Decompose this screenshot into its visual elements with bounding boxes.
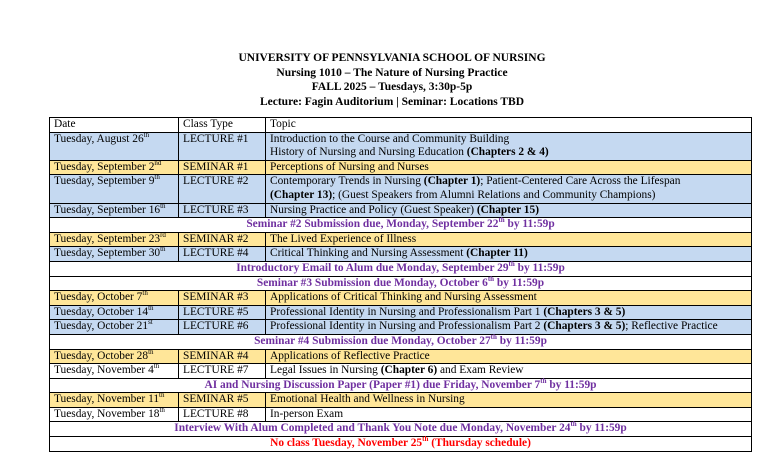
topic-text: History of Nursing and Nursing Education [270, 146, 467, 159]
class-type-cell: LECTURE #7 [179, 364, 266, 379]
table-row [50, 232, 752, 247]
table-row [50, 203, 752, 218]
chapter-reference: (Chapters 2 & 4) [466, 146, 549, 159]
date-cell: Tuesday, September 16th [50, 203, 179, 218]
topic-text: Professional Identity in Nursing and Professionalism Part 1 [270, 305, 544, 318]
date-cell: Tuesday, September 2nd [50, 160, 179, 175]
chapter-reference: (Chapter 15) [476, 203, 539, 216]
table-row [50, 132, 752, 160]
document-header [0, 0, 784, 109]
table-row [50, 407, 752, 422]
topic-text: Applications of Reflective Practice [270, 349, 430, 362]
ordinal-suffix: th [570, 420, 577, 429]
topic-line [270, 146, 751, 160]
ordinal-suffix: th [159, 406, 165, 415]
location-line: Lecture: Fagin Auditorium | Seminar: Locations TBD [259, 95, 525, 108]
date-cell: Tuesday, September 30th [50, 247, 179, 262]
ordinal-suffix: th [159, 391, 165, 400]
ordinal-suffix: th [154, 173, 160, 182]
class-type-cell: SEMINAR #2 [179, 232, 266, 247]
announcement-row [50, 378, 752, 393]
topic-cell [266, 291, 752, 306]
topic-line [270, 320, 751, 334]
ordinal-suffix: th [148, 347, 154, 356]
table-row [50, 320, 752, 335]
ordinal-suffix: th [143, 130, 150, 139]
course-title: Nursing 1010 – The Nature of Nursing Practice [276, 66, 508, 79]
announcement-text: Seminar #2 Submission due, Monday, September 22th by 11:59p [50, 218, 752, 233]
class-type-cell: LECTURE #5 [179, 305, 266, 320]
ordinal-suffix: th [487, 274, 495, 283]
topic-text: Perceptions of Nursing and Nurses [270, 160, 429, 173]
topic-cell [266, 175, 752, 203]
topic-cell [266, 305, 752, 320]
ordinal-suffix: th [508, 260, 515, 269]
topic-line [270, 133, 751, 147]
date-cell: Tuesday, August 26th [50, 132, 179, 160]
topic-line [270, 393, 751, 407]
column-header-topic: Topic [266, 118, 752, 133]
table-row [50, 364, 752, 379]
topic-line [270, 350, 751, 364]
announcement-text: Interview With Alum Completed and Thank You Note due Monday, November 24th by 11:59p [50, 422, 752, 437]
class-type-cell: SEMINAR #5 [179, 393, 266, 408]
topic-cell [266, 407, 752, 422]
date-cell: Tuesday, October 7th [50, 291, 179, 306]
announcement-row [50, 261, 752, 276]
schedule-body [50, 132, 752, 451]
topic-text: and Exam Review [437, 364, 524, 377]
column-header-class-type: Class Type [179, 118, 266, 133]
announcement-text: Seminar #4 Submission due Monday, October 27th by 11:59p [50, 334, 752, 349]
class-type-cell: LECTURE #6 [179, 320, 266, 335]
announcement-text: Seminar #3 Submission due Monday, October 6th by 11:59p [50, 276, 752, 291]
ordinal-suffix: nd [154, 158, 162, 167]
date-cell: Tuesday, September 9th [50, 175, 179, 203]
topic-cell [266, 132, 752, 160]
chapter-reference: (Chapters 3 & 5) [543, 305, 626, 318]
class-type-cell: LECTURE #1 [179, 132, 266, 160]
ordinal-suffix: th [498, 216, 505, 225]
topic-line [270, 408, 751, 422]
class-type-cell: SEMINAR #3 [179, 291, 266, 306]
announcement-text: AI and Nursing Discussion Paper (Paper #1) due Friday, November 7th by 11:59p [50, 378, 752, 393]
topic-text: Emotional Health and Wellness in Nursing [270, 393, 465, 406]
announcement-row [50, 276, 752, 291]
date-cell: Tuesday, October 28th [50, 349, 179, 364]
ordinal-suffix: th [490, 333, 497, 342]
topic-line [270, 233, 751, 247]
topic-line [270, 161, 751, 175]
class-type-cell: LECTURE #4 [179, 247, 266, 262]
topic-cell [266, 160, 752, 175]
topic-text: ; Reflective Practice [625, 320, 718, 333]
topic-line [270, 306, 751, 320]
ordinal-suffix: th [422, 435, 429, 444]
topic-line [270, 175, 751, 189]
topic-cell [266, 349, 752, 364]
schedule-table [49, 117, 752, 452]
topic-text: Introduction to the Course and Community Building [270, 132, 510, 145]
ordinal-suffix: th [148, 303, 154, 312]
school-title: UNIVERSITY OF PENNSYLVANIA SCHOOL OF NURSING [238, 52, 546, 64]
table-header-row [50, 118, 752, 133]
ordinal-suffix: rd [160, 230, 166, 239]
class-type-cell: LECTURE #8 [179, 407, 266, 422]
topic-text: Contemporary Trends in Nursing [270, 175, 424, 188]
topic-text: Professional Identity in Nursing and Professionalism Part 2 [270, 320, 544, 333]
topic-text: ; (Guest Speakers from Alumni Relations and Community Champions) [332, 188, 656, 201]
announcement-row [50, 422, 752, 437]
column-header-date: Date [50, 118, 179, 133]
topic-text: Nursing Practice and Policy (Guest Speaker) [270, 203, 477, 216]
chapter-reference: (Chapter 13) [270, 188, 333, 201]
topic-text: Legal Issues in Nursing [270, 364, 381, 377]
chapter-reference: (Chapters 3 & 5) [543, 320, 626, 333]
chapter-reference: (Chapter 6) [380, 364, 438, 377]
class-type-cell: SEMINAR #4 [179, 349, 266, 364]
announcement-row [50, 334, 752, 349]
ordinal-suffix: st [148, 318, 153, 327]
ordinal-suffix: th [160, 201, 166, 210]
topic-text: In-person Exam [270, 407, 344, 420]
date-cell: Tuesday, November 4th [50, 364, 179, 379]
topic-cell [266, 393, 752, 408]
announcement-text: Introductory Email to Alum due Monday, September 29th by 11:59p [50, 261, 752, 276]
topic-text: Critical Thinking and Nursing Assessment [270, 247, 467, 260]
topic-text: ; Patient-Centered Care Across the Lifespan [480, 175, 681, 188]
topic-line [270, 291, 751, 305]
table-row [50, 305, 752, 320]
topic-cell [266, 232, 752, 247]
ordinal-suffix: th [142, 289, 148, 298]
topic-cell [266, 320, 752, 335]
announcement-text: No class Tuesday, November 25th (Thursday schedule) [50, 437, 752, 452]
table-row [50, 247, 752, 262]
table-row [50, 393, 752, 408]
term-schedule: FALL 2025 – Tuesdays, 3:30p-5p [311, 81, 473, 93]
date-cell: Tuesday, September 23rd [50, 232, 179, 247]
ordinal-suffix: th [540, 376, 547, 385]
topic-line [270, 364, 751, 378]
announcement-row [50, 218, 752, 233]
date-cell: Tuesday, November 18th [50, 407, 179, 422]
class-type-cell: SEMINAR #1 [179, 160, 266, 175]
date-cell: Tuesday, October 21st [50, 320, 179, 335]
topic-cell [266, 364, 752, 379]
class-type-cell: LECTURE #3 [179, 203, 266, 218]
table-row [50, 175, 752, 203]
ordinal-suffix: th [160, 245, 166, 254]
class-type-cell: LECTURE #2 [179, 175, 266, 203]
topic-line [270, 189, 751, 203]
ordinal-suffix: th [153, 362, 160, 371]
table-row [50, 291, 752, 306]
topic-text: Applications of Critical Thinking and Nursing Assessment [270, 291, 537, 304]
topic-cell [266, 203, 752, 218]
date-cell: Tuesday, November 11th [50, 393, 179, 408]
chapter-reference: (Chapter 1) [423, 175, 481, 188]
topic-line [270, 204, 751, 218]
topic-text: The Lived Experience of Illness [270, 232, 417, 245]
chapter-reference: (Chapter 11) [466, 247, 528, 260]
topic-line [270, 247, 751, 261]
announcement-row [50, 437, 752, 452]
date-cell: Tuesday, October 14th [50, 305, 179, 320]
